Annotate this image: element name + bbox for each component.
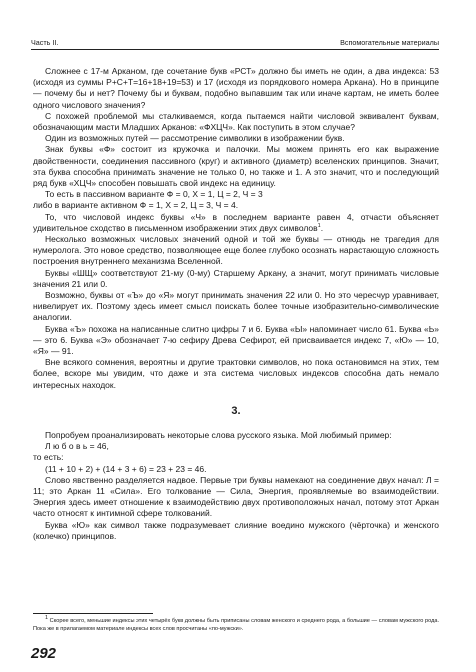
footnote-text: Скорее всего, меньшие индексы этих четырёх букв должны быть приписаны словам женского и среднего рода, а большие — словам мужского рода. Пока же в прилагаемом материале индексы всех слов просчитаны «по-мужски».: [33, 618, 439, 632]
paragraph: Один из возможных путей — рассмотрение символики в изображении букв.: [45, 133, 345, 144]
paragraph: Буквы «ШЩ» соответствуют 21-му (0-му) Старшему Аркану, а значит, могут принимать числовые значения 21 или 0.: [33, 267, 439, 289]
page-number: 292: [31, 645, 57, 662]
section-heading: 3.: [231, 404, 241, 417]
word-formula: Л ю б о в ь = 46,: [45, 441, 109, 452]
formula-passive: То есть в пассивном варианте Ф = 0, Х = 1, Ц = 2, Ч = 3: [45, 189, 263, 200]
paragraph: Несколько возможных числовых значений одной и той же буквы — отнюдь не трагедия для нумеролога. Это новое средство, позволяющее еще более глубоко осознать нарастающую сложность построения внутреннего механизма Вселенной.: [33, 234, 439, 267]
main-text: [33, 66, 439, 542]
paragraph: Знак буквы «Ф» состоит из кружочка и палочки. Мы можем принять его как выражение двойственности, соединения пассивного (круг) и активного (диаметр) вселенских принципов. Значит, эта буква способна принимать значение не только 0, но также и 1. А это значит, что и последующий ряд букв «ХЦЧ» способен повышать свой индекс на единицу.: [33, 144, 439, 189]
running-head: [31, 38, 439, 50]
footnote-divider: [33, 613, 153, 614]
paragraph: Вне всякого сомнения, вероятны и другие трактовки символов, но пока остановимся на этих, тем более, вскоре мы увидим, что даже и эта система числовых индексов способна дать немало интересных находок.: [33, 357, 439, 390]
paragraph-text: То, что числовой индекс буквы «Ч» в последнем варианте равен 4, отчасти объясняет удивительное сходство в письменном изображении этих двух символов: [33, 211, 439, 233]
running-head-part: Часть II.: [31, 38, 59, 47]
formula-active: либо в варианте активном Ф = 1, Х = 2, Ц = 3, Ч = 4.: [33, 200, 239, 211]
paragraph: Буква «Ъ» похожа на написанные слитно цифры 7 и 6. Буква «Ы» напоминает число 61. Буква «Ь» — это 6. Буква «Э» обозначает 7-ю сефиру Древа Сефирот, ей присваивается индекс 7, «Ю» — 10, «Я» — 91.: [33, 323, 439, 357]
footnote-reference: 1: [317, 223, 321, 230]
paragraph: С похожей проблемой мы сталкиваемся, когда пытаемся найти числовой эквивалент буквам, обозначающим масти Младших Арканов: «ФХЦЧ». Как поступить в этом случае?: [33, 110, 439, 133]
footnote: [33, 615, 439, 633]
paragraph: Попробуем проанализировать некоторые слова русского языка. Мой любимый пример:: [45, 429, 392, 440]
paragraph: Сложнее с 17-м Арканом, где сочетание букв «РСТ» должно бы иметь не один, а два индекса: 53 (исходя из суммы Р+С+Т=16+18+19=53) и 17 (исходя из порядкового номера Аркана). Но в принципе — почему бы и нет? Почему бы и буквам, подобно выпавшим так или иначе картам, не иметь более одного числового значения?: [33, 66, 439, 110]
sum-formula: (11 + 10 + 2) + (14 + 3 + 6) = 23 + 23 = 46.: [45, 463, 207, 474]
paragraph: [33, 212, 439, 234]
running-head-section: Вспомогательные материалы: [340, 38, 439, 47]
paragraph-end: .: [320, 222, 324, 233]
to-est-label: то есть:: [33, 452, 64, 463]
footnote-mark: 1: [45, 615, 49, 622]
paragraph: Возможно, буквы от «Ъ» до «Я» могут принимать значения 22 или 0. Но это чересчур уравнивает, нивелирует их. Поэтому здесь имеет смысл поискать более точные изобразительно-символические аналогии.: [33, 290, 439, 323]
paragraph: Буква «Ю» как символ также подразумевает слияние воедино мужского (чёрточка) и женского (колечко) принципов.: [33, 519, 439, 541]
paragraph: Слово явственно разделяется надвое. Первые три буквы намекают на соединение двух начал: Л = 11; это Аркан 11 «Сила». Его толкование — Сила, Энергия, проявляемые во взаимодействии. Энергия здесь имеет отношение к взаимодействию двух противоположных начал, потому этот Аркан часто относят к интимной сфере толкований.: [33, 474, 439, 519]
